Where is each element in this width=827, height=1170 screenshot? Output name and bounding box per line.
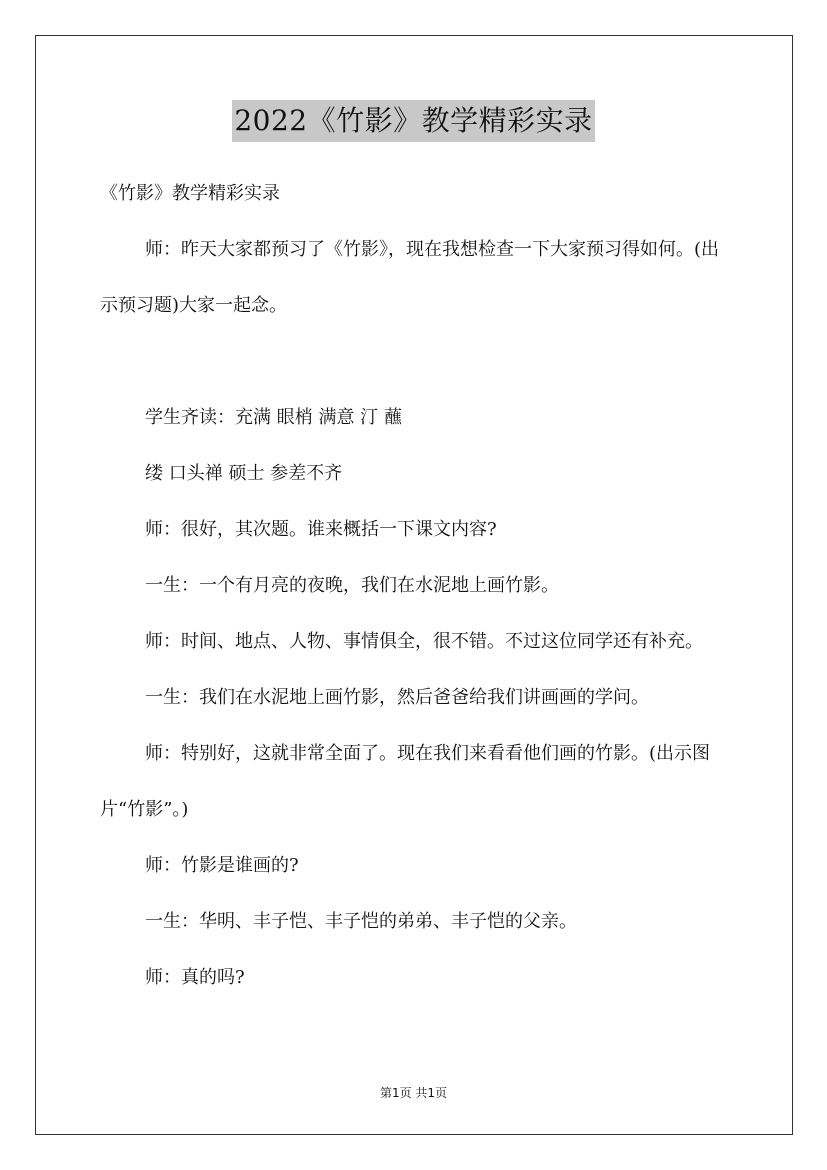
paragraph-subtitle: 《竹影》教学精彩实录 bbox=[100, 183, 280, 204]
paragraph-teacher-question: 师：很好，其次题。谁来概括一下课文内容? bbox=[145, 519, 497, 540]
paragraph-teacher-intro: 师：昨天大家都预习了《竹影》，现在我想检查一下大家预习得如何。(出示预习题)大家一起念。 bbox=[100, 239, 720, 316]
document-title: 2022《竹影》教学精彩实录 bbox=[232, 100, 594, 142]
page-footer: 第1页 共1页 bbox=[379, 1086, 448, 1100]
paragraph-student-names: 一生：华明、丰子恺、丰子恺的弟弟、丰子恺的父亲。 bbox=[145, 911, 577, 932]
paragraph-student-answer: 一生：一个有月亮的夜晚，我们在水泥地上画竹影。 bbox=[145, 575, 559, 596]
paragraph-student-reading: 学生齐读：充满 眼梢 满意 汀 蘸 bbox=[145, 407, 402, 428]
paragraph-word-list: 缕 口头禅 硕士 参差不齐 bbox=[145, 463, 343, 484]
document-body bbox=[100, 166, 730, 1006]
paragraph-teacher-who: 师：竹影是谁画的? bbox=[145, 855, 299, 876]
paragraph-student-supplement: 一生：我们在水泥地上画竹影，然后爸爸给我们讲画画的学问。 bbox=[145, 687, 649, 708]
document-title-container bbox=[0, 100, 827, 142]
paragraph-spacer bbox=[100, 334, 730, 390]
paragraph-teacher-praise: 师：特别好，这就非常全面了。现在我们来看看他们画的竹影。(出示图片“竹影”。) bbox=[100, 743, 711, 820]
paragraph-teacher-really: 师：真的吗? bbox=[145, 967, 245, 988]
paragraph-teacher-comment: 师：时间、地点、人物、事情俱全，很不错。不过这位同学还有补充。 bbox=[145, 631, 703, 652]
